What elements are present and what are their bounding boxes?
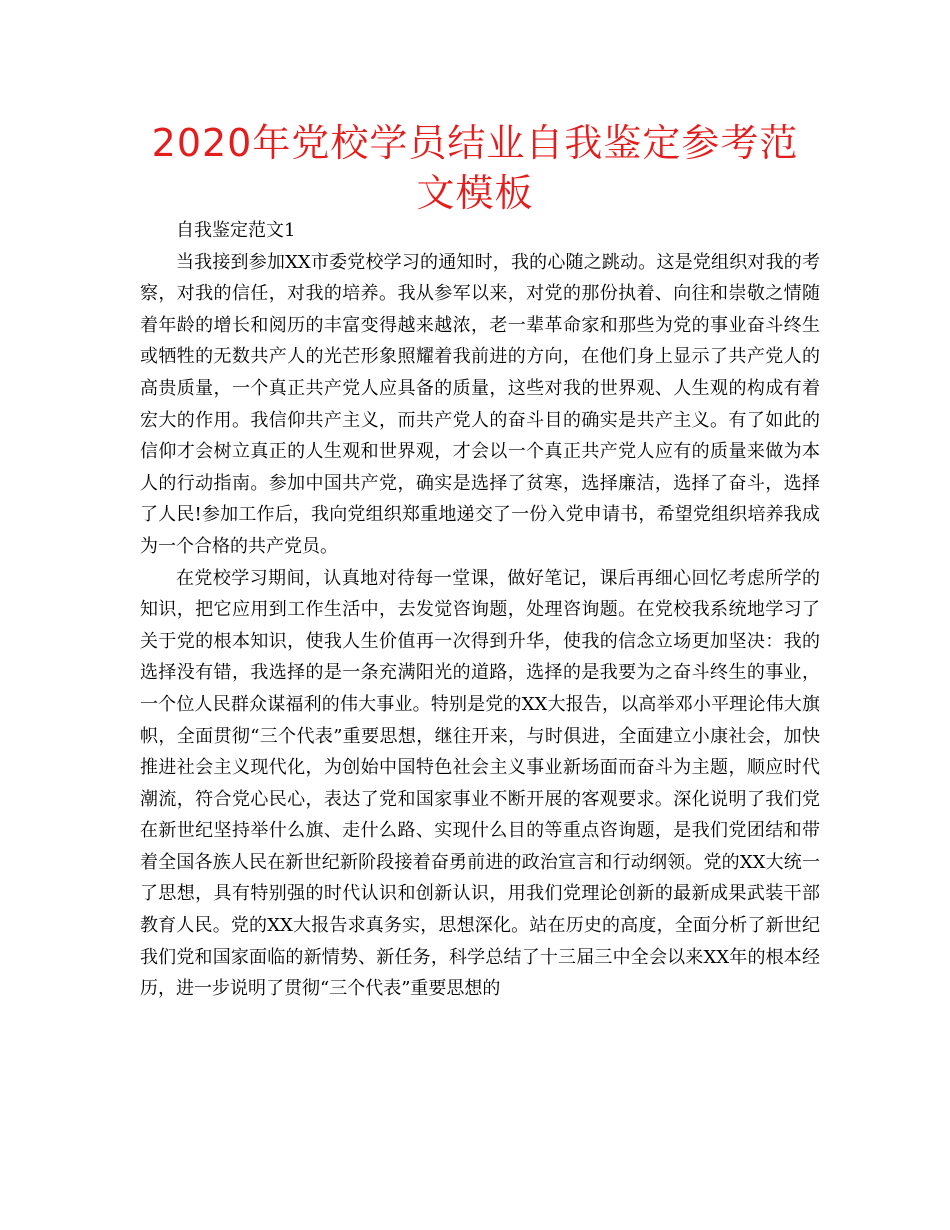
document-title: 2020年党校学员结业自我鉴定参考范文模板 xyxy=(151,121,799,215)
body-paragraph-1: 当我接到参加XX市委党校学习的通知时，我的心随之跳动。这是党组织对我的考察，对我的信任，对我的培养。我从参军以来，对党的那份执着、向往和崇敬之情随着年龄的增长和阅历的丰富变得越来越浓，老一辈革命家和那些为党的事业奋斗终生或牺牲的无数共产人的光芒形象照耀着我前进的方向，在他们身上显示了共产党人的高贵质量，一个真正共产党人应具备的质量，这些对我的世界观、人生观的构成有着宏大的作用。我信仰共产主义，而共产党人的奋斗目的确实是共产主义。有了如此的信仰才会树立真正的人生观和世界观，才会以一个真正共产党人应有的质量来做为本人的行动指南。参加中国共产党，确实是选择了贫寒，选择廉洁，选择了奋斗，选择了人民!参加工作后，我向党组织郑重地递交了一份入党申请书，希望党组织培养我成为一个合格的共产党员。 xyxy=(140,251,820,557)
body-paragraph-2: 在党校学习期间，认真地对待每一堂课，做好笔记，课后再细心回忆考虑所学的知识，把它应用到工作生活中，去发觉咨询题，处理咨询题。在党校我系统地学习了关于党的根本知识，使我人生价值再一次得到升华，使我的信念立场更加坚决：我的选择没有错，我选择的是一条充满阳光的道路，选择的是我要为之奋斗终生的事业，一个位人民群众谋福利的伟大事业。特别是党的XX大报告，以高举邓小平理论伟大旗帜，全面贯彻“三个代表”重要思想，继往开来，与时俱进，全面建立小康社会，加快推进社会主义现代化，为创始中国特色社会主义事业新场面而奋斗为主题，顺应时代潮流，符合党心民心，表达了党和国家事业不断开展的客观要求。深化说明了我们党在新世纪坚持举什么旗、走什么路、实现什么目的等重点咨询题，是我们党团结和带着全国各族人民在新世纪新阶段接着奋勇前进的政治宣言和行动纲领。党的XX大统一了思想，具有特别强的时代认识和创新认识，用我们党理论创新的最新成果武装干部教育人民。党的XX大报告求真务实，思想深化。站在历史的高度，全面分析了新世纪我们党和国家面临的新情势、新任务，科学总结了十三届三中全会以来XX年的根本经历，进一步说明了贯彻“三个代表”重要思想的 xyxy=(140,567,820,1000)
document-body xyxy=(140,215,820,1005)
section-heading: 自我鉴定范文1 xyxy=(176,220,296,241)
